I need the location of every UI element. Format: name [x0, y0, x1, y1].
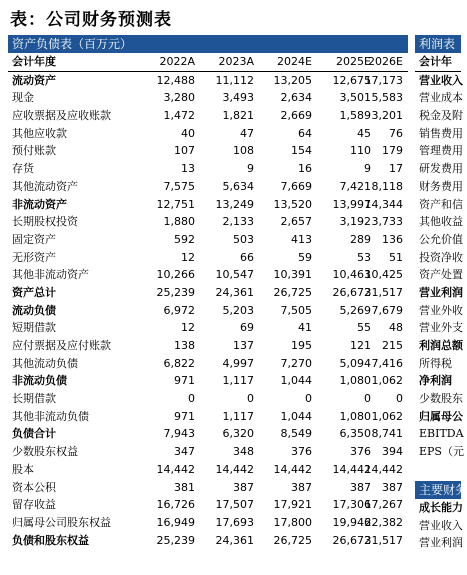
row-label: 流动负债	[12, 303, 56, 317]
key-financials-header: 主要财务	[415, 481, 461, 499]
cell-value: 289	[350, 232, 371, 246]
table-row	[8, 266, 408, 284]
row-label: 固定资产	[12, 232, 56, 246]
table-row	[8, 461, 408, 479]
row-label: 应收票据及应收账款	[12, 109, 111, 123]
table-row	[8, 390, 408, 408]
row-label: 长期借款	[12, 392, 56, 406]
cell-value: 13,997	[332, 197, 371, 211]
cell-value: 26,725	[273, 285, 312, 299]
cell-value: 2,657	[280, 215, 312, 229]
cell-value: 26,672	[332, 285, 371, 299]
cell-value: 40	[181, 126, 195, 140]
cell-value: 1,062	[371, 374, 403, 388]
balance-sheet-table	[8, 53, 408, 549]
cell-value: 8,549	[280, 427, 312, 441]
cell-value: 11,112	[215, 73, 254, 87]
table-row: 所得税	[419, 356, 452, 370]
cell-value: 17,173	[364, 73, 403, 87]
cell-value: 13	[181, 162, 195, 176]
cell-value: 9	[364, 162, 371, 176]
row-label: 其他非流动负债	[12, 409, 89, 423]
cell-value: 1,080	[339, 374, 371, 388]
balance-sheet-header: 资产负债表（百万元）	[8, 35, 408, 53]
cell-value: 0	[364, 392, 371, 406]
row-label: 存货	[12, 162, 34, 176]
cell-value: 179	[382, 144, 403, 158]
year-2024e: 2024E	[277, 55, 312, 68]
cell-value: 195	[291, 339, 312, 352]
row-label: 其他非流动资产	[12, 268, 89, 282]
cell-value: 16,949	[156, 515, 195, 529]
cell-value: 14,442	[364, 462, 403, 476]
row-label: 无形资产	[12, 250, 56, 264]
cell-value: 0	[188, 392, 195, 406]
cell-value: 387	[350, 480, 371, 494]
column-header-label: 会计年度	[12, 55, 56, 68]
cell-value: 26,672	[332, 533, 371, 547]
cell-value: 3,501	[339, 91, 371, 105]
cell-value: 971	[174, 409, 195, 423]
row-label: 负债合计	[12, 427, 56, 441]
cell-value: 9	[247, 162, 254, 176]
table-row	[8, 142, 408, 160]
cell-value: 16,726	[156, 498, 195, 512]
table-row: 利润总额	[419, 339, 463, 352]
year-2026e: 2026E	[368, 55, 403, 68]
table-row: 少数股东	[419, 392, 463, 406]
row-label: 非流动负债	[12, 374, 67, 388]
cell-value: 6,320	[222, 427, 254, 441]
table-row: 其他收益	[419, 215, 463, 229]
cell-value: 59	[298, 250, 312, 264]
cell-value: 26,725	[273, 533, 312, 547]
table-row: 财务费用	[419, 179, 463, 193]
cell-value: 45	[357, 126, 371, 140]
cell-value: 12	[181, 250, 195, 264]
table-row: 销售费用	[419, 126, 463, 140]
cell-value: 69	[240, 321, 254, 335]
income-statement-table	[415, 53, 464, 461]
cell-value: 14,442	[332, 462, 371, 476]
cell-value: 10,266	[156, 268, 195, 282]
table-row: 营业利润	[419, 285, 463, 299]
cell-value: 1,080	[339, 409, 371, 423]
cell-value: 17	[389, 162, 403, 176]
row-label: 流动资产	[12, 73, 56, 87]
table-row	[8, 89, 408, 107]
row-label: 短期借款	[12, 321, 56, 335]
cell-value: 25,239	[156, 533, 195, 547]
cell-value: 215	[382, 339, 403, 352]
cell-value: 17,800	[273, 515, 312, 529]
row-label: 应付票据及应付账款	[12, 339, 111, 352]
cell-value: 5,634	[222, 179, 254, 193]
cell-value: 592	[174, 232, 195, 246]
year-2025e: 2025E	[336, 55, 371, 68]
cell-value: 347	[174, 445, 195, 459]
cell-value: 64	[298, 126, 312, 140]
table-row	[8, 302, 408, 320]
cell-value: 5,203	[222, 303, 254, 317]
table-row	[8, 443, 408, 461]
cell-value: 41	[298, 321, 312, 335]
cell-value: 14,344	[364, 197, 403, 211]
table-row: 管理费用	[419, 144, 463, 158]
cell-value: 6,822	[163, 356, 195, 370]
cell-value: 24,361	[215, 285, 254, 299]
row-label: 长期股权投资	[12, 215, 78, 229]
table-row: 营业外支	[419, 321, 463, 335]
cell-value: 5,583	[371, 91, 403, 105]
row-label: 归属母公司股东权益	[12, 515, 111, 529]
cell-value: 53	[357, 250, 371, 264]
income-statement-column-header: 会计年	[415, 53, 461, 72]
table-row	[8, 107, 408, 125]
cell-value: 10,425	[364, 268, 403, 282]
cell-value: 14,442	[273, 462, 312, 476]
cell-value: 14,442	[156, 462, 195, 476]
table-row	[8, 372, 408, 390]
cell-value: 22,382	[364, 515, 403, 529]
table-row	[8, 125, 408, 143]
cell-value: 10,547	[215, 268, 254, 282]
cell-value: 348	[233, 445, 254, 459]
cell-value: 55	[357, 321, 371, 335]
cell-value: 138	[174, 339, 195, 352]
cell-value: 25,239	[156, 285, 195, 299]
cell-value: 7,421	[339, 179, 371, 193]
cell-value: 1,589	[339, 109, 371, 123]
year-2022a: 2022A	[159, 55, 195, 68]
cell-value: 1,472	[163, 109, 195, 123]
row-label: 留存收益	[12, 498, 56, 512]
cell-value: 971	[174, 374, 195, 388]
table-row	[8, 249, 408, 267]
table-row: 公允价值	[419, 232, 463, 246]
table-row: 资产和信	[419, 197, 463, 211]
cell-value: 7,270	[280, 356, 312, 370]
cell-value: 47	[240, 126, 254, 140]
row-label: 少数股东权益	[12, 445, 78, 459]
cell-value: 10,463	[332, 268, 371, 282]
cell-value: 503	[233, 232, 254, 246]
cell-value: 107	[174, 144, 195, 158]
row-label: 资本公积	[12, 480, 56, 494]
key-financials-table	[415, 499, 461, 552]
cell-value: 3,493	[222, 91, 254, 105]
table-row: 归属母公	[419, 409, 463, 423]
cell-value: 1,062	[371, 409, 403, 423]
cell-value: 137	[233, 339, 254, 352]
cell-value: 17,306	[332, 498, 371, 512]
table-row: 营业外收	[419, 303, 463, 317]
cell-value: 7,575	[163, 179, 195, 193]
cell-value: 12,488	[156, 73, 195, 87]
table-row	[8, 319, 408, 337]
cell-value: 7,505	[280, 303, 312, 317]
row-label: 现金	[12, 91, 34, 105]
cell-value: 31,517	[364, 533, 403, 547]
cell-value: 1,044	[280, 409, 312, 423]
cell-value: 17,693	[215, 515, 254, 529]
cell-value: 66	[240, 250, 254, 264]
table-row	[8, 514, 408, 532]
row-label: 预付账款	[12, 144, 56, 158]
cell-value: 0	[247, 392, 254, 406]
cell-value: 1,880	[163, 215, 195, 229]
table-row	[8, 337, 408, 355]
cell-value: 376	[291, 445, 312, 459]
cell-value: 108	[233, 144, 254, 158]
cell-value: 136	[382, 232, 403, 246]
cell-value: 19,946	[332, 515, 371, 529]
cell-value: 2,133	[222, 215, 254, 229]
balance-sheet-column-header	[8, 53, 408, 72]
cell-value: 12,675	[332, 73, 371, 87]
table-row: EPS（元	[419, 445, 464, 459]
row-label: 股本	[12, 462, 34, 476]
table-row: 资产处置	[419, 268, 463, 282]
cell-value: 3,733	[371, 215, 403, 229]
table-row	[8, 72, 408, 90]
cell-value: 1,117	[222, 409, 254, 423]
cell-value: 1,821	[222, 109, 254, 123]
table-row	[8, 479, 408, 497]
row-label: 其他流动负债	[12, 356, 78, 370]
table-row: 营业成本	[419, 91, 463, 105]
table-row: EBITDA	[419, 427, 464, 441]
cell-value: 6,350	[339, 427, 371, 441]
table-row	[8, 532, 408, 550]
income-statement-header: 利润表	[415, 35, 461, 53]
cell-value: 5,269	[339, 303, 371, 317]
row-label: 负债和股东权益	[12, 533, 89, 547]
table-row: 营业收入	[419, 73, 463, 87]
row-label: 非流动资产	[12, 197, 67, 211]
table-row	[8, 231, 408, 249]
cell-value: 3,280	[163, 91, 195, 105]
table-row	[8, 178, 408, 196]
cell-value: 4,997	[222, 356, 254, 370]
cell-value: 14,442	[215, 462, 254, 476]
cell-value: 16	[298, 162, 312, 176]
cell-value: 76	[389, 126, 403, 140]
table-row: 税金及附	[419, 109, 463, 123]
cell-value: 387	[382, 480, 403, 494]
cell-value: 2,669	[280, 109, 312, 123]
cell-value: 6,972	[163, 303, 195, 317]
table-row	[8, 425, 408, 443]
cell-value: 13,249	[215, 197, 254, 211]
cell-value: 1,117	[222, 374, 254, 388]
cell-value: 7,943	[163, 427, 195, 441]
table-row	[8, 196, 408, 214]
cell-value: 154	[291, 144, 312, 158]
cell-value: 3,201	[371, 109, 403, 123]
table-row	[8, 408, 408, 426]
cell-value: 13,520	[273, 197, 312, 211]
cell-value: 10,391	[273, 268, 312, 282]
cell-value: 0	[305, 392, 312, 406]
cell-value: 3,192	[339, 215, 371, 229]
cell-value: 12,751	[156, 197, 195, 211]
table-row	[8, 160, 408, 178]
cell-value: 8,741	[371, 427, 403, 441]
row-label: 其他应收款	[12, 126, 67, 140]
cell-value: 110	[350, 144, 371, 158]
table-row	[8, 355, 408, 373]
cell-value: 17,267	[364, 498, 403, 512]
cell-value: 121	[350, 339, 371, 352]
cell-value: 387	[291, 480, 312, 494]
cell-value: 1,044	[280, 374, 312, 388]
table-row: 营业利润	[419, 536, 463, 550]
table-row	[8, 284, 408, 302]
table-row: 投资净收	[419, 250, 463, 264]
cell-value: 51	[389, 250, 403, 264]
cell-value: 17,921	[273, 498, 312, 512]
table-row: 营业收入	[419, 518, 463, 532]
cell-value: 31,517	[364, 285, 403, 299]
table-row: 净利润	[419, 374, 452, 388]
cell-value: 2,634	[280, 91, 312, 105]
cell-value: 413	[291, 232, 312, 246]
cell-value: 5,094	[339, 356, 371, 370]
row-label: 资产总计	[12, 285, 56, 299]
cell-value: 13,205	[273, 73, 312, 87]
page-title: 表：公司财务预测表	[10, 10, 172, 30]
cell-value: 394	[382, 445, 403, 459]
table-row	[8, 213, 408, 231]
cell-value: 376	[350, 445, 371, 459]
cell-value: 7,669	[280, 179, 312, 193]
table-row: 成长能力	[419, 501, 463, 514]
year-2023a: 2023A	[218, 55, 254, 68]
cell-value: 7,416	[371, 356, 403, 370]
cell-value: 12	[181, 321, 195, 335]
table-row: 研发费用	[419, 162, 463, 176]
cell-value: 381	[174, 480, 195, 494]
cell-value: 48	[389, 321, 403, 335]
cell-value: 0	[396, 392, 403, 406]
cell-value: 17,507	[215, 498, 254, 512]
table-row	[8, 496, 408, 514]
cell-value: 8,118	[371, 179, 403, 193]
cell-value: 387	[233, 480, 254, 494]
cell-value: 7,679	[371, 303, 403, 317]
row-label: 其他流动资产	[12, 179, 78, 193]
cell-value: 24,361	[215, 533, 254, 547]
